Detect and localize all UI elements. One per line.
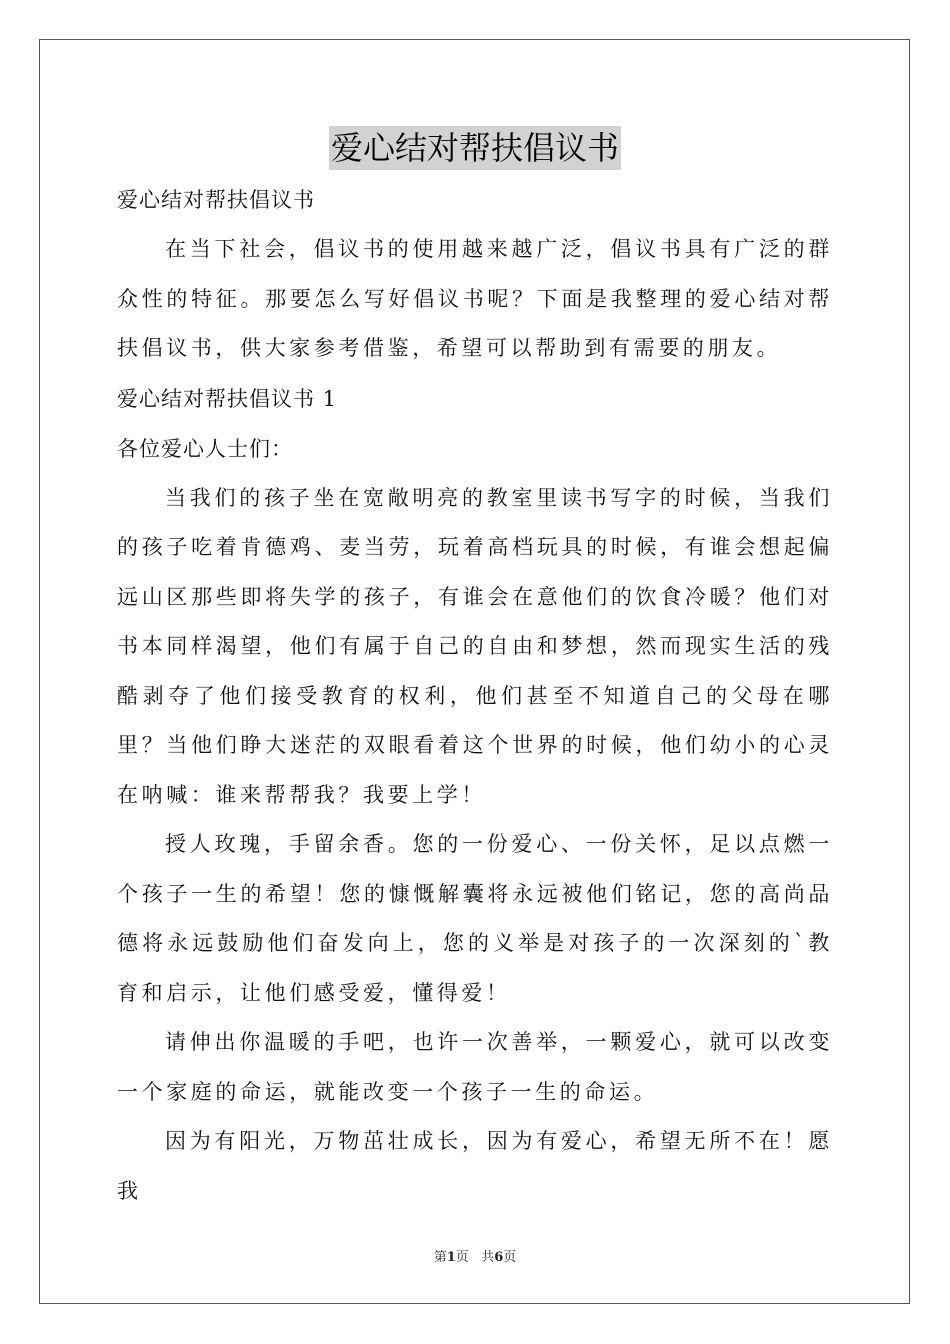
page-suffix: 页 (455, 1250, 469, 1265)
body-paragraph: 因为有阳光，万物茁壮成长，因为有爱心，希望无所不在！愿我 (117, 1129, 833, 1203)
body-paragraph: 请伸出你温暖的手吧，也许一次善举，一颗爱心，就可以改变一个家庭的命运，就能改变一个孩子一生的命运。 (117, 1030, 833, 1104)
intro-paragraph: 在当下社会，倡议书的使用越来越广泛，倡议书具有广泛的群众性的特征。那要怎么写好倡议书呢？下面是我整理的爱心结对帮扶倡议书，供大家参考借鉴，希望可以帮助到有需要的朋友。 (117, 237, 833, 360)
total-pages: 6 (494, 1250, 504, 1265)
page-footer (0, 1246, 950, 1265)
page-prefix: 第 (433, 1250, 447, 1265)
heading-line: 爱心结对帮扶倡议书 (117, 188, 315, 212)
page-number: 1 (446, 1250, 456, 1265)
document-title: 爱心结对帮扶倡议书 (329, 126, 621, 170)
salutation: 各位爱心人士们： (117, 436, 293, 461)
title-wrap (0, 126, 950, 170)
body-paragraph: 当我们的孩子坐在宽敞明亮的教室里读书写字的时候，当我们的孩子吃着肯德鸡、麦当劳，玩着高档玩具的时候，有谁会想起偏远山区那些即将失学的孩子，有谁会在意他们的饮食冷暖？他们对书本同样渴望，他们有属于自己的自由和梦想，然而现实生活的残酷剥夺了他们接受教育的权利，他们甚至不知道自己的父母在哪里？当他们睁大迷茫的双眼看着这个世界的时候，他们幼小的心灵在呐喊：谁来帮帮我？我要上学！ (117, 485, 833, 807)
total-prefix: 共 (481, 1250, 495, 1265)
total-suffix: 页 (503, 1250, 517, 1265)
body-paragraph: 授人玫瑰，手留余香。您的一份爱心、一份关怀，足以点燃一个孩子一生的希望！您的慷慨解囊将永远被他们铭记，您的高尚品德将永远鼓励他们奋发向上，您的义举是对孩子的一次深刻的`教育和启示，让他们感受爱，懂得爱！ (117, 832, 833, 1005)
section-title: 爱心结对帮扶倡议书 1 (117, 386, 338, 411)
document-body (117, 175, 833, 1216)
